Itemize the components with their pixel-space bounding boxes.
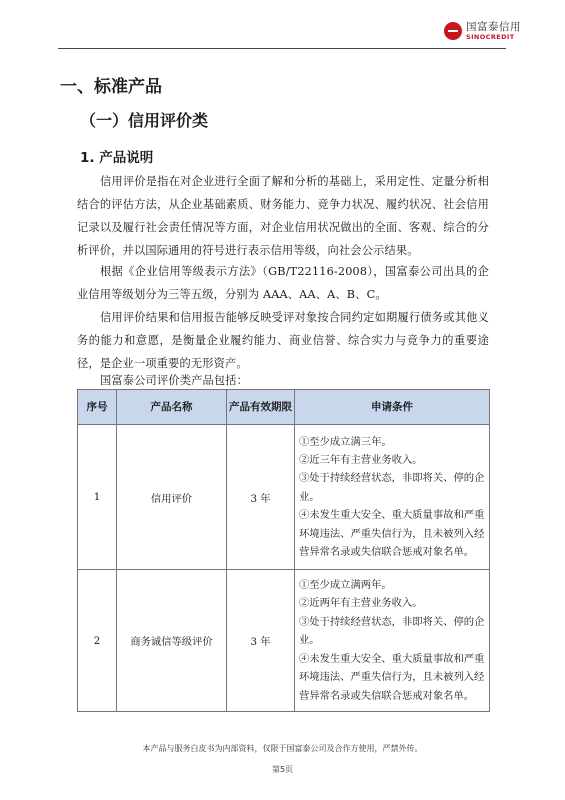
header-no: 序号 xyxy=(78,390,117,425)
header-validity: 产品有效期限 xyxy=(227,390,295,425)
condition-item: ③处于持续经营状态，非即将关、停的企业。 xyxy=(299,472,485,503)
condition-item: ③处于持续经营状态，非即将关、停的企业。 xyxy=(299,615,485,647)
logo-name-cn: 国富泰信用 xyxy=(466,21,521,33)
product-table xyxy=(77,389,490,712)
confidentiality-note: 本产品与服务白皮书为内部资料，仅限于国富泰公司及合作方使用，严禁外传。 xyxy=(142,744,423,753)
page-number: 第5页 xyxy=(271,765,294,774)
paragraph-table-intro: 国富泰公司评价类产品包括： xyxy=(100,374,249,387)
paragraph-significance: 信用评价结果和信用报告能够反映受评对象按合同约定如期履行债务或其他义务的能力和意愿，是衡量企业履约能力、商业信誉、综合实力与竞争力的重要途径，是企业一项重要的无形资产。 xyxy=(77,311,489,370)
subsection-heading: （一）信用评价类 xyxy=(80,111,209,130)
section-heading: 一、标准产品 xyxy=(60,77,162,97)
condition-item: ②近三年有主营业务收入。 xyxy=(299,453,423,466)
header-conditions: 申请条件 xyxy=(295,390,490,425)
table-row xyxy=(78,570,490,712)
cell-name: 信用评价 xyxy=(117,425,227,570)
condition-item: ②近两年有主营业务收入。 xyxy=(299,597,423,610)
cell-conditions xyxy=(295,425,490,570)
cell-no: 2 xyxy=(78,570,117,712)
sinocredit-logo-icon xyxy=(444,22,462,40)
cell-validity: 3 年 xyxy=(227,570,295,712)
condition-item: ①至少成立满三年。 xyxy=(299,435,392,448)
table-row xyxy=(78,425,490,570)
cell-no: 1 xyxy=(78,425,117,570)
table-header-row xyxy=(78,390,490,425)
header-name: 产品名称 xyxy=(117,390,227,425)
logo-name-en: SINOCREDIT xyxy=(466,32,515,41)
cell-validity: 3 年 xyxy=(227,425,295,570)
logo-text xyxy=(466,22,521,40)
cell-name: 商务诚信等级评价 xyxy=(117,570,227,712)
condition-item: ④未发生重大安全、重大质量事故和严重环境违法、严重失信行为，且未被列入经营异常名录或失信联合惩戒对象名单。 xyxy=(299,509,485,559)
condition-item: ①至少成立满两年。 xyxy=(299,579,392,592)
cell-conditions xyxy=(295,570,490,712)
header-divider xyxy=(58,48,506,49)
paragraph-rating-levels: 根据《企业信用等级表示方法》（GB/T22116-2008），国富泰公司出具的企业信用等级划分为三等五级，分别为 AAA、AA、A、B、C。 xyxy=(77,265,489,301)
condition-item: ④未发生重大安全、重大质量事故和严重环境违法、严重失信行为，且未被列入经营异常名录或失信联合惩戒对象名单。 xyxy=(299,652,485,702)
paragraph-definition: 信用评价是指在对企业进行全面了解和分析的基础上，采用定性、定量分析相结合的评估方法，从企业基础素质、财务能力、竞争力状况、履约状况、社会信用记录以及履行社会责任情况等方面，对企业信用状况做出的全面、客观、综合的分析评价，并以国际通用的符号进行表示信用等级，向社会公示结果。 xyxy=(77,175,489,257)
product-description-heading: 1. 产品说明 xyxy=(80,150,154,166)
company-logo xyxy=(444,22,521,40)
